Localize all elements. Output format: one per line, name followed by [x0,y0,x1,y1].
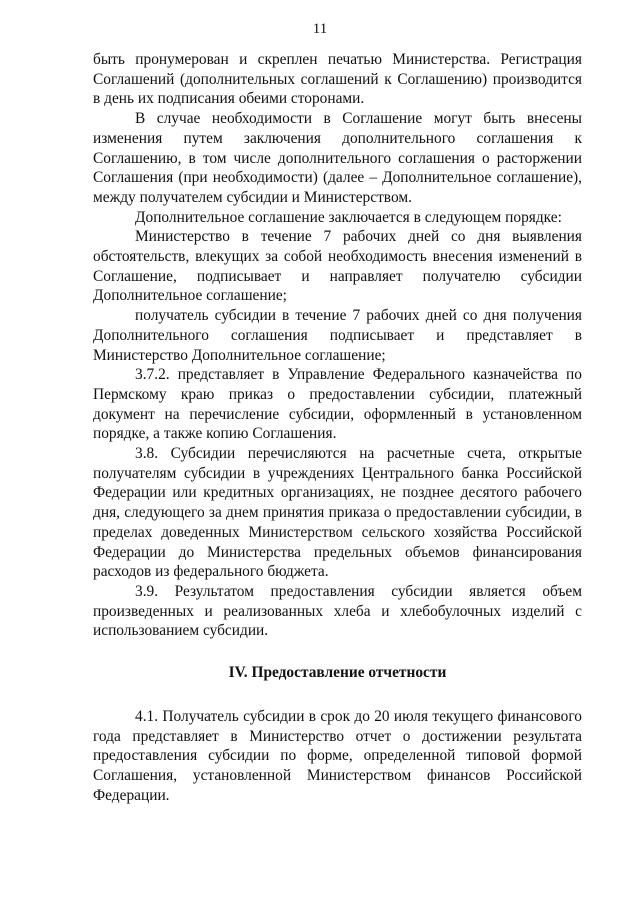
page-number: 11 [312,21,328,37]
paragraph-procedure-intro: Дополнительное соглашение заключается в следующем порядке: [135,208,562,226]
section-heading: IV. Предоставление отчетности [228,664,447,682]
paragraph-3-7-2: 3.7.2. представляет в Управление Федерального казначейства по Пермскому краю приказ о предоставлении субсидии, платежный документ на перечисление субсидии, оформленный в установленном порядке, а также копию Соглашения. [93,366,582,443]
paragraph-registration: быть пронумерован и скреплен печатью Министерства. Регистрация Соглашений (дополнительных соглашений к Соглашению) производится в день их подписания обеими сторонами. [93,51,582,108]
paragraph-3-9: 3.9. Результатом предоставления субсидии является объем произведенных и реализованных хлеба и хлебобулочных изделий с использованием субсидии. [93,582,582,640]
paragraph-recipient-step: получатель субсидии в течение 7 рабочих дней со дня получения Дополнительного соглашения подписывает и представляет в Министерство Дополнительное соглашение; [93,307,582,364]
paragraph-amendments: В случае необходимости в Соглашение могут быть внесены изменения путем заключения дополнительного соглашения к Соглашению, в том числе дополнительного соглашения о расторжении Соглашения (при необходимости) (далее – Дополнительное соглашение), между получателем субсидии и Министерством. [93,110,582,206]
paragraph-4-1: 4.1. Получатель субсидии в срок до 20 июля текущего финансового года представляет в Министерство отчет о достижении результата предоставления субсидии по форме, определенной типовой формой Соглашения, установленной Министерством финансов Российской Федерации. [93,707,582,804]
paragraph-ministry-step: Министерство в течение 7 рабочих дней со дня выявления обстоятельств, влекущих за собой необходимость внесения изменений в Соглашение, подписывает и направляет получателю субсидии Дополнительное соглашение; [93,228,582,305]
paragraph-3-8: 3.8. Субсидии перечисляются на расчетные счета, открытые получателям субсидии в учреждениях Центрального банка Российской Федерации или кредитных организациях, не позднее десятого рабочего дня, следующего за днем принятия приказа о предоставлении субсидии, в пределах доведенных Министерством сельского хозяйства Российской Федерации до Министерства предельных объемов финансирования расходов из федерального бюджета. [93,445,582,581]
document-body [93,50,582,805]
